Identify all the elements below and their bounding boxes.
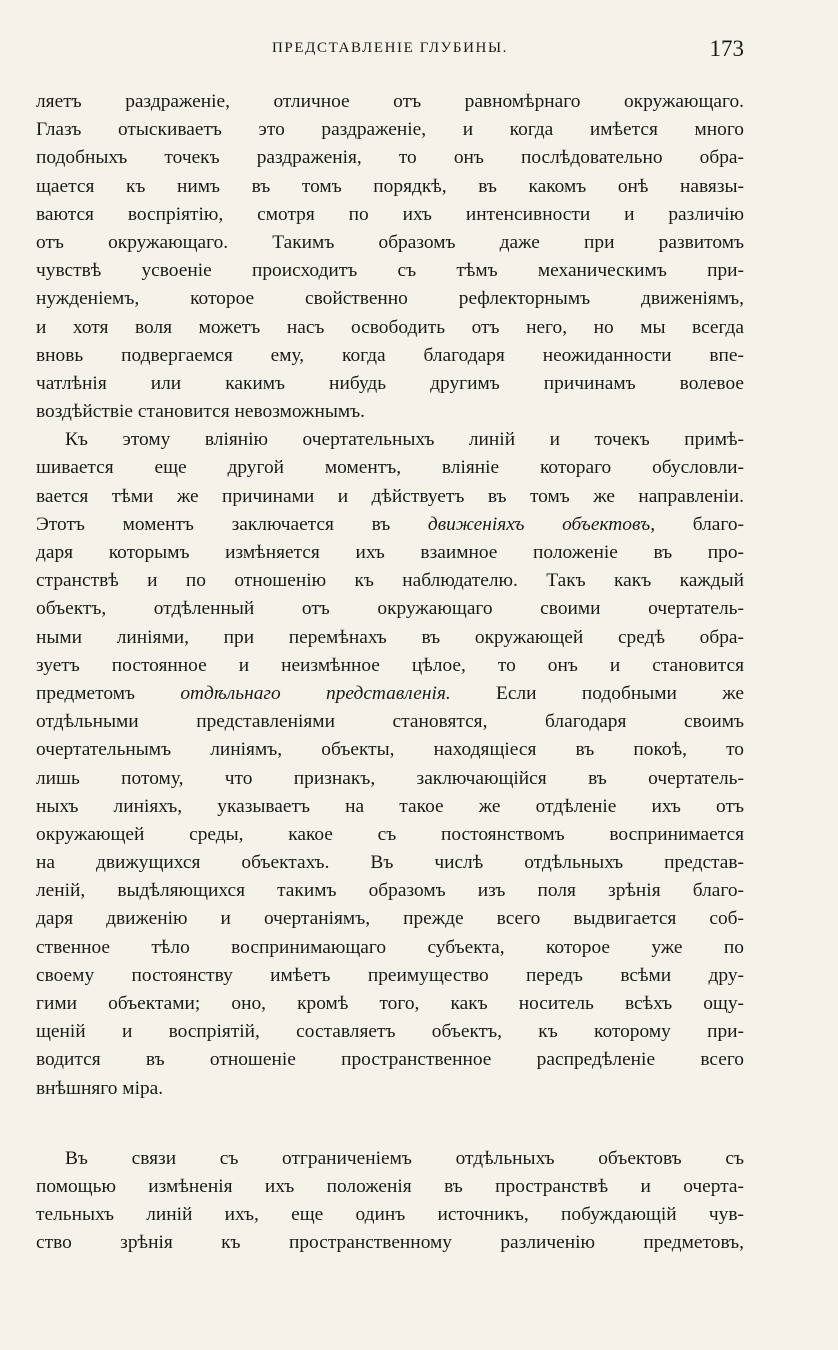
text-line: щеній и воспріятій, составляетъ объектъ, къ которому при- <box>36 1021 744 1043</box>
text-line: леній, выдѣляющихся такимъ образомъ изъ поля зрѣнія благо- <box>36 880 744 902</box>
text-line: очертательнымъ линіямъ, объекты, находящіеся въ покоѣ, то <box>36 739 744 761</box>
text-line: нужденіемъ, которое свойственно рефлекторнымъ движеніямъ, <box>36 288 744 310</box>
text-line: странствѣ и по отношенію къ наблюдателю. Такъ какъ каждый <box>36 570 744 592</box>
text-line: окружающей среды, какое съ постоянствомъ воспринимается <box>36 823 744 845</box>
text-line: даря которымъ измѣняется ихъ взаимное положеніе въ про- <box>36 542 744 563</box>
text-line: воздѣйствіе становится невозможнымъ. <box>36 401 366 423</box>
text-line: ными линіями, при перемѣнахъ въ окружающей средѣ обра- <box>36 626 744 648</box>
text-line-with-italic: предметомъ отдѣльнаго представленія. Если подобными же <box>36 682 744 704</box>
body-text <box>36 88 744 1258</box>
text-line: отъ окружающаго. Такимъ образомъ даже при развитомъ <box>36 231 744 253</box>
text-line: зуетъ постоянное и неизмѣнное цѣлое, то онъ и становится <box>36 654 744 676</box>
text-line: ственное тѣло воспринимающаго субъекта, которое уже по <box>36 936 744 958</box>
text-line: ляетъ раздраженіе, отличное отъ равномѣрнаго окружающаго. <box>36 91 744 112</box>
paragraph-2 <box>36 426 744 1103</box>
text-line: чатлѣнія или какимъ нибудь другимъ причинамъ волевое <box>36 372 744 394</box>
text-line: Къ этому вліянію очертательныхъ линій и точекъ примѣ- <box>65 429 744 451</box>
text-line: Въ связи съ отграниченіемъ отдѣльныхъ объектовъ съ <box>65 1147 744 1169</box>
text-line: ваются воспріятію, смотря по ихъ интенсивности и различію <box>36 203 744 225</box>
paragraph-1 <box>36 88 744 426</box>
italic-phrase: отдѣльнаго представленія. <box>180 682 451 704</box>
running-head: ПРЕДСТАВЛЕНІЕ ГЛУБИНЫ. <box>272 40 508 56</box>
text-line: тельныхъ линій ихъ, еще одинъ источникъ, побуждающій чув- <box>36 1204 744 1226</box>
text-line: щается къ нимъ въ томъ порядкѣ, въ какомъ онѣ навязы- <box>36 175 744 197</box>
text-line: на движущихся объектахъ. Въ числѣ отдѣльныхъ представ- <box>36 852 744 874</box>
text-line: чувствѣ усвоеніе происходитъ съ тѣмъ механическимъ при- <box>36 260 744 282</box>
text-line: шивается еще другой моментъ, вліяніе котораго обусловли- <box>36 457 744 479</box>
text-line: ство зрѣнія къ пространственному различенію предметовъ, <box>36 1232 744 1254</box>
text-line-with-italic: Этотъ моментъ заключается въ движеніяхъ объектовъ, благо- <box>36 513 744 535</box>
text-line: внѣшняго міра. <box>36 1077 164 1099</box>
text-line: даря движенію и очертаніямъ, прежде всего выдвигается соб- <box>36 908 744 930</box>
text-line: вается тѣми же причинами и дѣйствуетъ въ томъ же направленіи. <box>36 485 744 507</box>
text-line: своему постоянству имѣетъ преимущество передъ всѣми дру- <box>36 964 744 986</box>
page-number: 173 <box>709 36 744 61</box>
text-line: и хотя воля можетъ насъ освободить отъ него, но мы всегда <box>36 316 744 338</box>
italic-phrase: движеніяхъ объектовъ, <box>427 513 656 535</box>
text-line: вновь подвергаемся ему, когда благодаря неожиданности впе- <box>36 344 744 366</box>
text-line: помощью измѣненія ихъ положенія въ пространствѣ и очерта- <box>36 1175 744 1197</box>
text-line: лишь потому, что признакъ, заключающійся въ очертатель- <box>36 767 744 789</box>
text-line: ныхъ линіяхъ, указываетъ на такое же отдѣленіе ихъ отъ <box>36 795 744 817</box>
section-gap <box>36 1103 744 1145</box>
paragraph-3 <box>36 1145 744 1258</box>
page-header <box>36 36 744 72</box>
text-line: гими объектами; оно, кромѣ того, какъ носитель всѣхъ ощу- <box>36 993 744 1014</box>
text-line: водится въ отношеніе пространственное распредѣленіе всего <box>36 1049 744 1071</box>
text-line: объектъ, отдѣленный отъ окружающаго своими очертатель- <box>36 598 744 620</box>
text-line: подобныхъ точекъ раздраженія, то онъ послѣдовательно обра- <box>36 147 744 169</box>
text-line: отдѣльными представленіями становятся, благодаря своимъ <box>36 711 744 733</box>
text-line: Глазъ отыскиваетъ это раздраженіе, и когда имѣется много <box>36 119 744 141</box>
